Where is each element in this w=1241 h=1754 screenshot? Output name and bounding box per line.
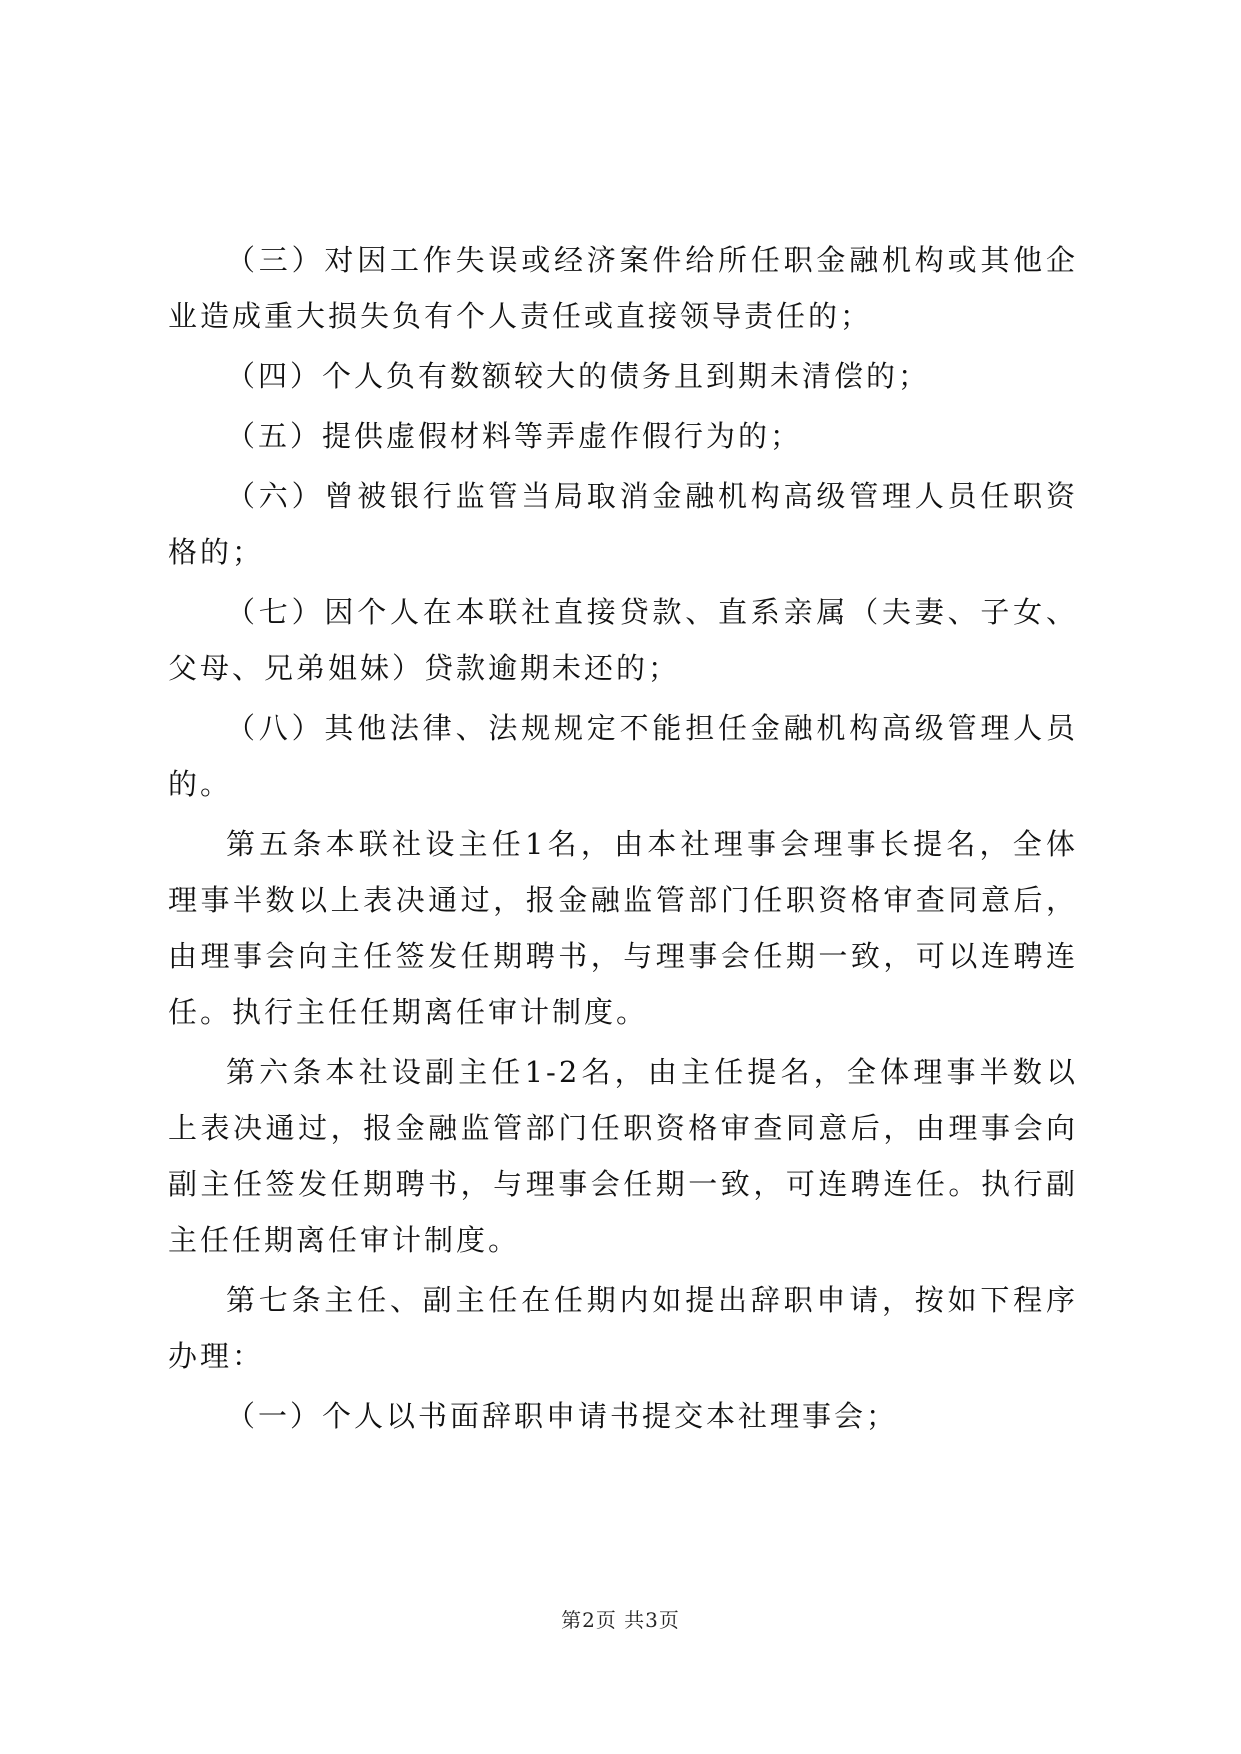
paragraph-item-3: （三）对因工作失误或经济案件给所任职金融机构或其他企业造成重大损失负有个人责任或直接领导责任的；: [168, 243, 1078, 333]
paragraph-item-4: （四）个人负有数额较大的债务且到期未清偿的；: [226, 359, 931, 393]
page-number-footer: 第2页 共3页: [561, 1608, 680, 1632]
paragraph-item-5: （五）提供虚假材料等弄虚作假行为的；: [226, 419, 803, 453]
article-6-paragraph: 第六条本社设副主任1-2名，由主任提名，全体理事半数以上表决通过，报金融监管部门任职资格审查同意后，由理事会向副主任签发任期聘书，与理事会任期一致，可连聘连任。执行副主任任期离任审计制度。: [168, 1055, 1078, 1257]
paragraph-item-7: （七）因个人在本联社直接贷款、直系亲属（夫妻、子女、父母、兄弟姐妹）贷款逾期未还的；: [168, 595, 1078, 685]
procedure-item-1: （一）个人以书面辞职申请书提交本社理事会；: [226, 1399, 899, 1433]
article-7-paragraph: 第七条主任、副主任在任期内如提出辞职申请，按如下程序办理：: [168, 1283, 1078, 1373]
paragraph-item-8: （八）其他法律、法规规定不能担任金融机构高级管理人员的。: [168, 711, 1078, 801]
paragraph-item-6: （六）曾被银行监管当局取消金融机构高级管理人员任职资格的；: [168, 479, 1078, 569]
document-body: [168, 232, 1078, 1448]
article-5-paragraph: 第五条本联社设主任1名，由本社理事会理事长提名，全体理事半数以上表决通过，报金融监管部门任职资格审查同意后，由理事会向主任签发任期聘书，与理事会任期一致，可以连聘连任。执行主任任期离任审计制度。: [168, 827, 1078, 1029]
